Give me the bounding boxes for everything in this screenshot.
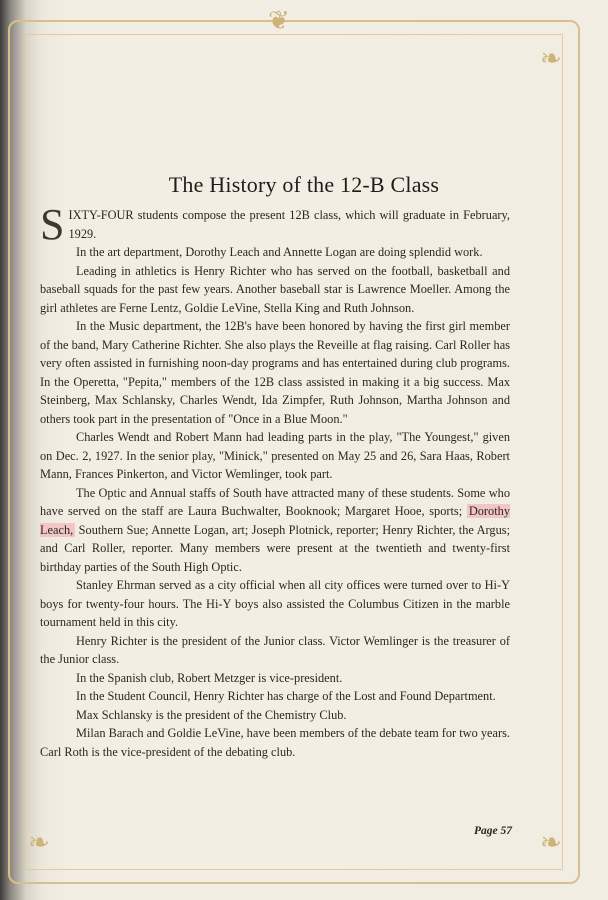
paragraph: In the Student Council, Henry Richter has charge of the Lost and Found Department. xyxy=(76,689,496,703)
page-number: Page 57 xyxy=(473,825,512,837)
page-title: The History of the 12-B Class xyxy=(168,172,440,197)
paragraph-text: IXTY-FOUR students compose the present 12B class, which will graduate in February, 1929. xyxy=(68,208,510,241)
drop-cap: S xyxy=(40,200,65,249)
top-ornament-icon: ❦ xyxy=(268,6,290,35)
paragraph: Max Schlansky is the president of the Chemistry Club. xyxy=(76,707,347,722)
paragraph xyxy=(40,484,510,577)
corner-ornament-icon: ❧ xyxy=(28,828,50,857)
paragraph-text: The Optic and Annual staffs of South have attracted many of these students. Some who have served on the staff are Laura Buchwalter, Booknook; Margaret Hooe, sports; xyxy=(40,485,510,518)
paragraph: In the art department, Dorothy Leach and Annette Logan are doing splendid work. xyxy=(76,245,483,259)
corner-ornament-icon: ❧ xyxy=(540,44,562,73)
paragraph: Milan Barach and Goldie LeVine, have been members of the debate team for two years. Carl Roth is the vice-president of the debating club. xyxy=(40,726,510,759)
paragraph: In the Music department, the 12B's have been honored by having the first girl member of the band, Mary Catherine Richter. She also plays the Reveille at flag raising. Carl Roller has very often assisted in furnishing noon-day programs and has entertained during club programs. In the Operetta, "Pepita," members of the 12B class assisted in making it a big success. Max Steinberg, Max Schlansky, Charles Wendt, Ida Zimpfer, Ruth Johnson, Martha Johnson and others took part in the presentation of "Once in a Blue Moon." xyxy=(40,319,510,426)
paragraph: Stanley Ehrman served as a city official when all city offices were turned over to Hi-Y boys for twenty-four hours. The Hi-Y boys also assisted the Columbus Citizen in the marble tournament held in this city. xyxy=(40,578,510,629)
corner-ornament-icon: ❧ xyxy=(540,828,562,857)
highlighted-name: Dorothy Leach, xyxy=(40,504,510,537)
paragraph: Leading in athletics is Henry Richter who has served on the football, basketball and baseball squads for the past few years. Another baseball star is Lawrence Moeller. Among the girl athletes are Ferne Lentz, Goldie LeVine, Stella King and Ruth Johnson. xyxy=(40,263,510,315)
paragraph xyxy=(40,200,510,249)
article-body xyxy=(40,200,510,761)
paragraph: Charles Wendt and Robert Mann had leading parts in the play, "The Youngest," given on Dec. 2, 1927. In the senior play, "Minick," presented on May 25 and 26, Sara Haas, Robert Mann, Frances Pinkerton, and Victor Wemlinger, took part. xyxy=(40,430,510,481)
paragraph: In the Spanish club, Robert Metzger is vice-president. xyxy=(76,670,343,685)
paragraph-text: Southern Sue; Annette Logan, art; Joseph Plotnick, reporter; Henry Richter, the Argus; and Carl Roller, reporter. Many members were present at the twentieth and twenty-first birthday parties of the South High Optic. xyxy=(40,522,510,574)
paragraph: Henry Richter is the president of the Junior class. Victor Wemlinger is the treasurer of the Junior class. xyxy=(40,633,510,666)
